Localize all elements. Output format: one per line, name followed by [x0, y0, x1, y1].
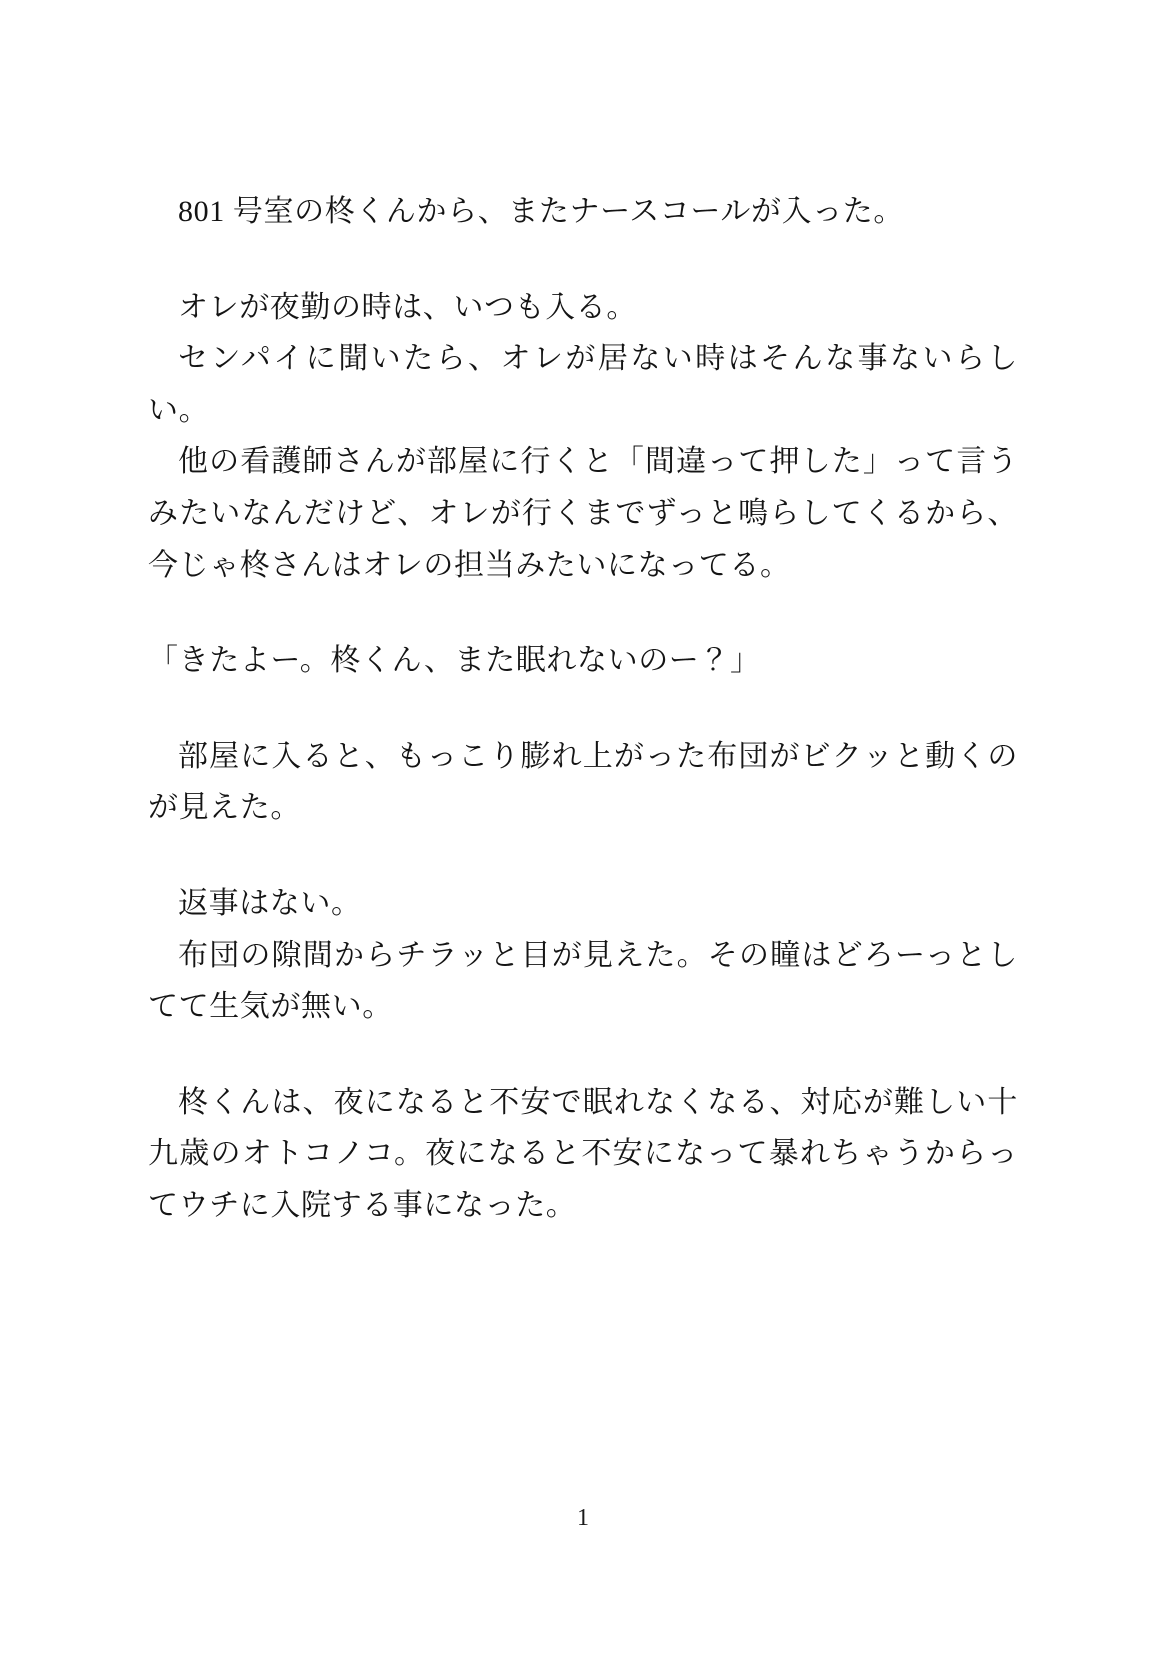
- page-number: 1: [577, 1505, 589, 1531]
- paragraph: 柊くんは、夜になると不安で眠れなくなる、対応が難しい十九歳のオトコノコ。夜になると不安になって暴れちゃうからってウチに入院する事になった。: [148, 1085, 1018, 1222]
- document-body: [148, 186, 1018, 1232]
- paragraph-spacer: [148, 238, 1018, 282]
- paragraph: オレが夜勤の時は、いつも入る。: [178, 290, 637, 324]
- paragraph: センパイに聞いたら、オレが居ない時はそんな事ないらしい。: [148, 342, 1018, 427]
- paragraph: 801 号室の柊くんから、またナースコールが入った。: [178, 195, 904, 228]
- paragraph-spacer: [148, 1033, 1018, 1077]
- paragraph: 返事はない。: [178, 886, 362, 920]
- dialogue-line: 「きたよー。柊くん、また眠れないのー？」: [148, 644, 761, 678]
- paragraph: 布団の隙間からチラッと目が見えた。その瞳はどろーっとしてて生気が無い。: [148, 938, 1018, 1024]
- paragraph: 部屋に入ると、もっこり膨れ上がった布団がビクッと動くのが見えた。: [148, 739, 1018, 825]
- paragraph: 他の看護師さんが部屋に行くと「間違って押した」って言うみたいなんだけど、オレが行くまでずっと鳴らしてくるから、今じゃ柊さんはオレの担当みたいになってる。: [148, 445, 1018, 582]
- paragraph-spacer: [148, 591, 1018, 635]
- paragraph-spacer: [148, 834, 1018, 878]
- paragraph-spacer: [148, 687, 1018, 731]
